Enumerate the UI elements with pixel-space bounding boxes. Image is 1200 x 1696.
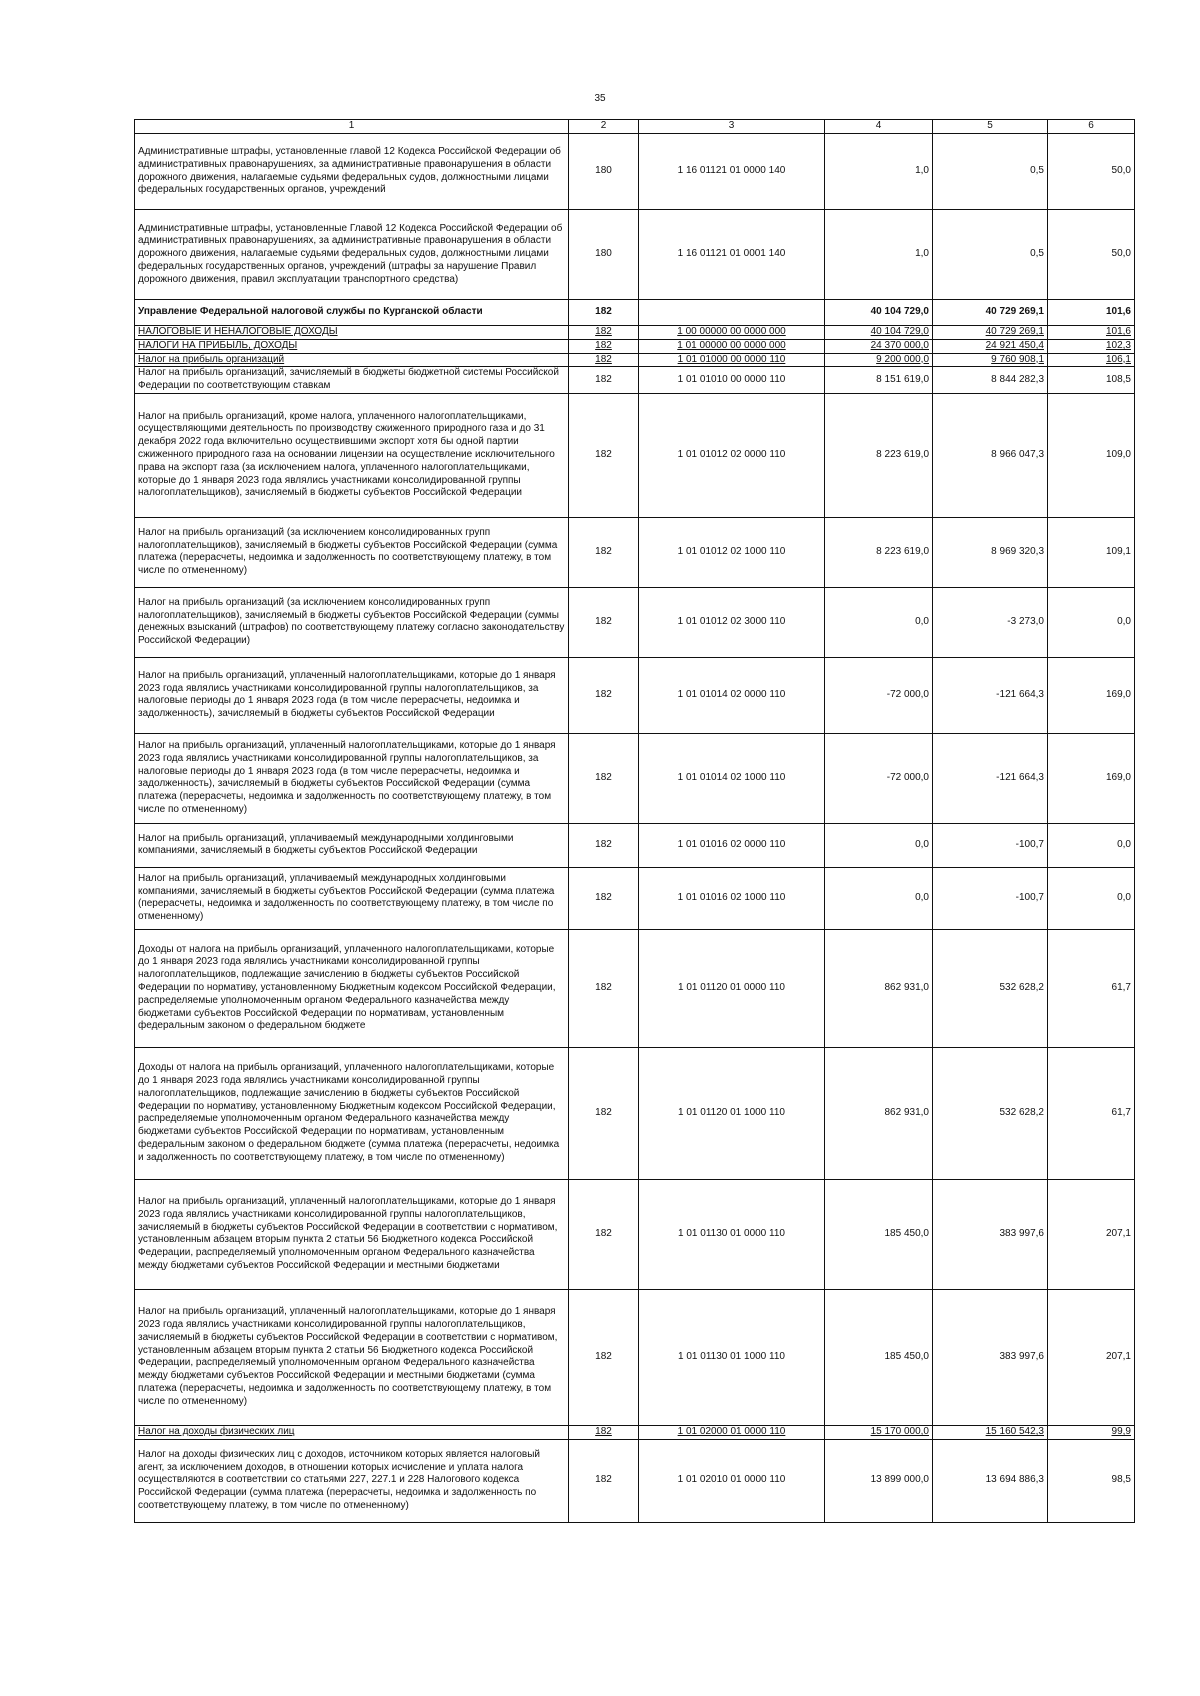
row-admin-code: 182 [569,353,639,367]
row-plan-value: 15 170 000,0 [825,1425,933,1439]
row-plan-value: 24 370 000,0 [825,339,933,353]
row-plan-value: 185 450,0 [825,1179,933,1289]
row-actual-value: -3 273,0 [933,587,1048,657]
row-name: Налог на прибыль организаций, уплаченный налогоплательщиками, которые до 1 января 2023 года являлись участниками консолидированной группы налогоплательщиков, за налоговые периоды до 1 января 2023 года (в том числе перерасчеты, недоимка и задолженность), зачисляемый в бюджеты субъектов Российской Федерации (сумма платежа (перерасчеты, недоимка и задолженность по соответствующему платежу, в том числе по отмененному) [135,733,569,823]
row-actual-value: 9 760 908,1 [933,353,1048,367]
table-row [135,367,1135,394]
row-actual-value: 40 729 269,1 [933,326,1048,340]
row-percent-value: 50,0 [1048,210,1135,300]
row-plan-value: 9 200 000,0 [825,353,933,367]
row-plan-value: 1,0 [825,134,933,210]
row-actual-value: 532 628,2 [933,929,1048,1047]
column-header-5: 5 [933,120,1048,134]
row-admin-code: 182 [569,1289,639,1425]
row-name: Налог на прибыль организаций, уплачиваемый международных холдинговыми компаниями, зачисляемый в бюджеты субъектов Российской Федерации (сумма платежа (перерасчеты, недоимка и задолженность по соответствующему платежу, в том числе по отмененному) [135,867,569,929]
row-budget-code: 1 01 01120 01 0000 110 [639,929,825,1047]
row-budget-code: 1 01 01000 00 0000 110 [639,353,825,367]
row-budget-code: 1 01 00000 00 0000 000 [639,339,825,353]
row-actual-value: 13 694 886,3 [933,1439,1048,1522]
row-actual-value: 15 160 542,3 [933,1425,1048,1439]
row-percent-value: 108,5 [1048,367,1135,394]
row-budget-code: 1 01 01012 02 1000 110 [639,517,825,587]
row-actual-value: -100,7 [933,867,1048,929]
table-row [135,339,1135,353]
row-admin-code: 182 [569,367,639,394]
row-plan-value: 185 450,0 [825,1289,933,1425]
row-actual-value: 24 921 450,4 [933,339,1048,353]
row-percent-value: 50,0 [1048,134,1135,210]
row-name: Налог на прибыль организаций (за исключением консолидированных групп налогоплательщиков), зачисляемый в бюджеты субъектов Российской Федерации (сумма платежа (перерасчеты, недоимка и задолженность по соответствующему платежу, в том числе по отмененному) [135,517,569,587]
row-plan-value: 8 151 619,0 [825,367,933,394]
table-row [135,1047,1135,1179]
row-plan-value: 0,0 [825,823,933,867]
row-name: Налог на прибыль организаций, зачисляемый в бюджеты бюджетной системы Российской Федерации по соответствующим ставкам [135,367,569,394]
row-actual-value: 8 966 047,3 [933,393,1048,517]
row-budget-code: 1 01 01016 02 0000 110 [639,823,825,867]
row-admin-code: 182 [569,1425,639,1439]
table-row [135,733,1135,823]
row-name: НАЛОГИ НА ПРИБЫЛЬ, ДОХОДЫ [135,339,569,353]
row-admin-code: 182 [569,1439,639,1522]
row-name: Налог на прибыль организаций (за исключением консолидированных групп налогоплательщиков), зачисляемый в бюджеты субъектов Российской Федерации (суммы денежных взысканий (штрафов) по соответствующему платежу согласно законодательству Российской Федерации) [135,587,569,657]
row-percent-value: 99,9 [1048,1425,1135,1439]
row-budget-code: 1 16 01121 01 0000 140 [639,134,825,210]
column-number-row [135,120,1135,134]
row-admin-code: 180 [569,210,639,300]
row-name: Налог на прибыль организаций, уплачиваемый международными холдинговыми компаниями, зачисляемый в бюджеты субъектов Российской Федерации [135,823,569,867]
row-admin-code: 182 [569,1179,639,1289]
row-name: Налог на прибыль организаций, уплаченный налогоплательщиками, которые до 1 января 2023 года являлись участниками консолидированной группы налогоплательщиков, за налоговые периоды до 1 января 2023 года (в том числе перерасчеты, недоимка и задолженность), зачисляемый в бюджеты субъектов Российской Федерации [135,657,569,733]
row-name: Налог на прибыль организаций [135,353,569,367]
row-percent-value: 207,1 [1048,1289,1135,1425]
row-admin-code: 182 [569,393,639,517]
row-name: Налог на доходы физических лиц с доходов, источником которых является налоговый агент, за исключением доходов, в отношении которых исчисление и уплата налога осуществляются в соответствии со статьями 227, 227.1 и 228 Налогового кодекса Российской Федерации (сумма платежа (перерасчеты, недоимка и задолженность по соответствующему платежу, в том числе по отмененному) [135,1439,569,1522]
table-body [135,134,1135,1523]
table-row [135,587,1135,657]
table-row [135,210,1135,300]
page-number: 35 [594,93,606,104]
row-budget-code: 1 01 01014 02 0000 110 [639,657,825,733]
row-admin-code: 182 [569,326,639,340]
row-name: Административные штрафы, установленные Главой 12 Кодекса Российской Федерации об административных правонарушениях, за административные правонарушения в области дорожного движения, налагаемые судьями федеральных судов, должностными лицами федеральных государственных органов, учреждений (штрафы за нарушение Правил дорожного движения, правил эксплуатации транспортного средства) [135,210,569,300]
row-actual-value: -100,7 [933,823,1048,867]
row-plan-value: 0,0 [825,867,933,929]
row-percent-value: 0,0 [1048,867,1135,929]
row-budget-code: 1 16 01121 01 0001 140 [639,210,825,300]
table-row [135,929,1135,1047]
table-row [135,823,1135,867]
row-admin-code: 180 [569,134,639,210]
column-header-2: 2 [569,120,639,134]
row-name: Управление Федеральной налоговой службы по Курганской области [135,300,569,326]
row-admin-code: 182 [569,823,639,867]
row-actual-value: 0,5 [933,210,1048,300]
row-budget-code: 1 01 02000 01 0000 110 [639,1425,825,1439]
row-plan-value: 8 223 619,0 [825,393,933,517]
row-name: Налог на прибыль организаций, кроме налога, уплаченного налогоплательщиками, осуществляющими деятельность по производству сжиженного природного газа и до 31 декабря 2022 года включительно осуществившими экспорт хотя бы одной партии сжиженного природного газа на основании лицензии на осуществление исключительного права на экспорт газа (за исключением налога, уплаченного налогоплательщиками, которые до 1 января 2023 года являлись участниками консолидированной группы налогоплательщиков), зачисляемый в бюджеты субъектов Российской Федерации [135,393,569,517]
row-name: Налог на прибыль организаций, уплаченный налогоплательщиками, которые до 1 января 2023 года являлись участниками консолидированной группы налогоплательщиков, зачисляемый в бюджеты субъектов Российской Федерации в соответствии с нормативом, установленным абзацем вторым пункта 2 статьи 56 Бюджетного кодекса Российской Федерации, распределяемый уполномоченным органом Федерального казначейства между бюджетами субъектов Российской Федерации и местными бюджетами (сумма платежа (перерасчеты, недоимка и задолженность по соответствующему платежу, в том числе по отмененному) [135,1289,569,1425]
table-row [135,1289,1135,1425]
row-name: Административные штрафы, установленные главой 12 Кодекса Российской Федерации об административных правонарушениях, за административные правонарушения в области дорожного движения, налагаемые судьями федеральных судов, должностными лицами федеральных государственных органов, учреждений [135,134,569,210]
row-plan-value: 862 931,0 [825,1047,933,1179]
column-header-4: 4 [825,120,933,134]
row-percent-value: 98,5 [1048,1439,1135,1522]
row-budget-code: 1 01 01130 01 0000 110 [639,1179,825,1289]
row-actual-value: 532 628,2 [933,1047,1048,1179]
row-actual-value: 8 844 282,3 [933,367,1048,394]
row-actual-value: 0,5 [933,134,1048,210]
row-percent-value: 101,6 [1048,300,1135,326]
row-admin-code: 182 [569,339,639,353]
row-admin-code: 182 [569,587,639,657]
row-percent-value: 169,0 [1048,657,1135,733]
row-plan-value: 40 104 729,0 [825,300,933,326]
table-row [135,1425,1135,1439]
row-admin-code: 182 [569,1047,639,1179]
row-percent-value: 101,6 [1048,326,1135,340]
column-header-6: 6 [1048,120,1135,134]
row-name: НАЛОГОВЫЕ И НЕНАЛОГОВЫЕ ДОХОДЫ [135,326,569,340]
row-plan-value: 40 104 729,0 [825,326,933,340]
row-percent-value: 109,1 [1048,517,1135,587]
row-actual-value: -121 664,3 [933,657,1048,733]
row-budget-code [639,300,825,326]
row-actual-value: 8 969 320,3 [933,517,1048,587]
row-percent-value: 102,3 [1048,339,1135,353]
row-name: Налог на доходы физических лиц [135,1425,569,1439]
row-admin-code: 182 [569,517,639,587]
row-budget-code: 1 01 01012 02 0000 110 [639,393,825,517]
row-percent-value: 61,7 [1048,929,1135,1047]
table-row [135,867,1135,929]
row-budget-code: 1 01 01014 02 1000 110 [639,733,825,823]
column-header-1: 1 [135,120,569,134]
row-admin-code: 182 [569,929,639,1047]
row-percent-value: 0,0 [1048,587,1135,657]
row-plan-value: 1,0 [825,210,933,300]
revenue-table [134,119,1135,1523]
row-name: Налог на прибыль организаций, уплаченный налогоплательщиками, которые до 1 января 2023 года являлись участниками консолидированной группы налогоплательщиков, зачисляемый в бюджеты субъектов Российской Федерации в соответствии с нормативом, установленным абзацем вторым пункта 2 статьи 56 Бюджетного кодекса Российской Федерации, распределяемый уполномоченным органом Федерального казначейства между бюджетами субъектов Российской Федерации и местными бюджетами [135,1179,569,1289]
row-admin-code: 182 [569,867,639,929]
row-name: Доходы от налога на прибыль организаций, уплаченного налогоплательщиками, которые до 1 января 2023 года являлись участниками консолидированной группы налогоплательщиков, подлежащие зачислению в бюджеты субъектов Российской Федерации по нормативу, установленному Бюджетным кодексом Российской Федерации, распределяемые уполномоченным органом Федерального казначейства между бюджетами субъектов Российской Федерации по нормативам, установленным федеральным законом о федеральном бюджете (сумма платежа (перерасчеты, недоимка и задолженность по соответствующему платежу, в том числе по отмененному) [135,1047,569,1179]
row-plan-value: 862 931,0 [825,929,933,1047]
row-plan-value: -72 000,0 [825,657,933,733]
row-percent-value: 207,1 [1048,1179,1135,1289]
table-row [135,1439,1135,1522]
table-row [135,517,1135,587]
row-name: Доходы от налога на прибыль организаций, уплаченного налогоплательщиками, которые до 1 января 2023 года являлись участниками консолидированной группы налогоплательщиков, подлежащие зачислению в бюджеты субъектов Российской Федерации по нормативу, установленному Бюджетным кодексом Российской Федерации, распределяемые уполномоченным органом Федерального казначейства между бюджетами субъектов Российской Федерации по нормативам, установленным федеральным законом о федеральном бюджете [135,929,569,1047]
row-budget-code: 1 01 01120 01 1000 110 [639,1047,825,1179]
row-budget-code: 1 01 01010 00 0000 110 [639,367,825,394]
row-actual-value: 383 997,6 [933,1289,1048,1425]
row-actual-value: 383 997,6 [933,1179,1048,1289]
row-plan-value: 0,0 [825,587,933,657]
table-row [135,300,1135,326]
row-admin-code: 182 [569,300,639,326]
table-row [135,326,1135,340]
row-budget-code: 1 01 01130 01 1000 110 [639,1289,825,1425]
row-admin-code: 182 [569,657,639,733]
column-header-3: 3 [639,120,825,134]
row-admin-code: 182 [569,733,639,823]
table-row [135,134,1135,210]
row-budget-code: 1 00 00000 00 0000 000 [639,326,825,340]
row-plan-value: -72 000,0 [825,733,933,823]
row-actual-value: 40 729 269,1 [933,300,1048,326]
row-percent-value: 109,0 [1048,393,1135,517]
row-actual-value: -121 664,3 [933,733,1048,823]
table-row [135,393,1135,517]
row-percent-value: 61,7 [1048,1047,1135,1179]
row-percent-value: 0,0 [1048,823,1135,867]
row-plan-value: 13 899 000,0 [825,1439,933,1522]
row-plan-value: 8 223 619,0 [825,517,933,587]
row-budget-code: 1 01 01012 02 3000 110 [639,587,825,657]
table-row [135,1179,1135,1289]
row-percent-value: 106,1 [1048,353,1135,367]
row-budget-code: 1 01 02010 01 0000 110 [639,1439,825,1522]
row-budget-code: 1 01 01016 02 1000 110 [639,867,825,929]
table-row [135,657,1135,733]
table-row [135,353,1135,367]
row-percent-value: 169,0 [1048,733,1135,823]
